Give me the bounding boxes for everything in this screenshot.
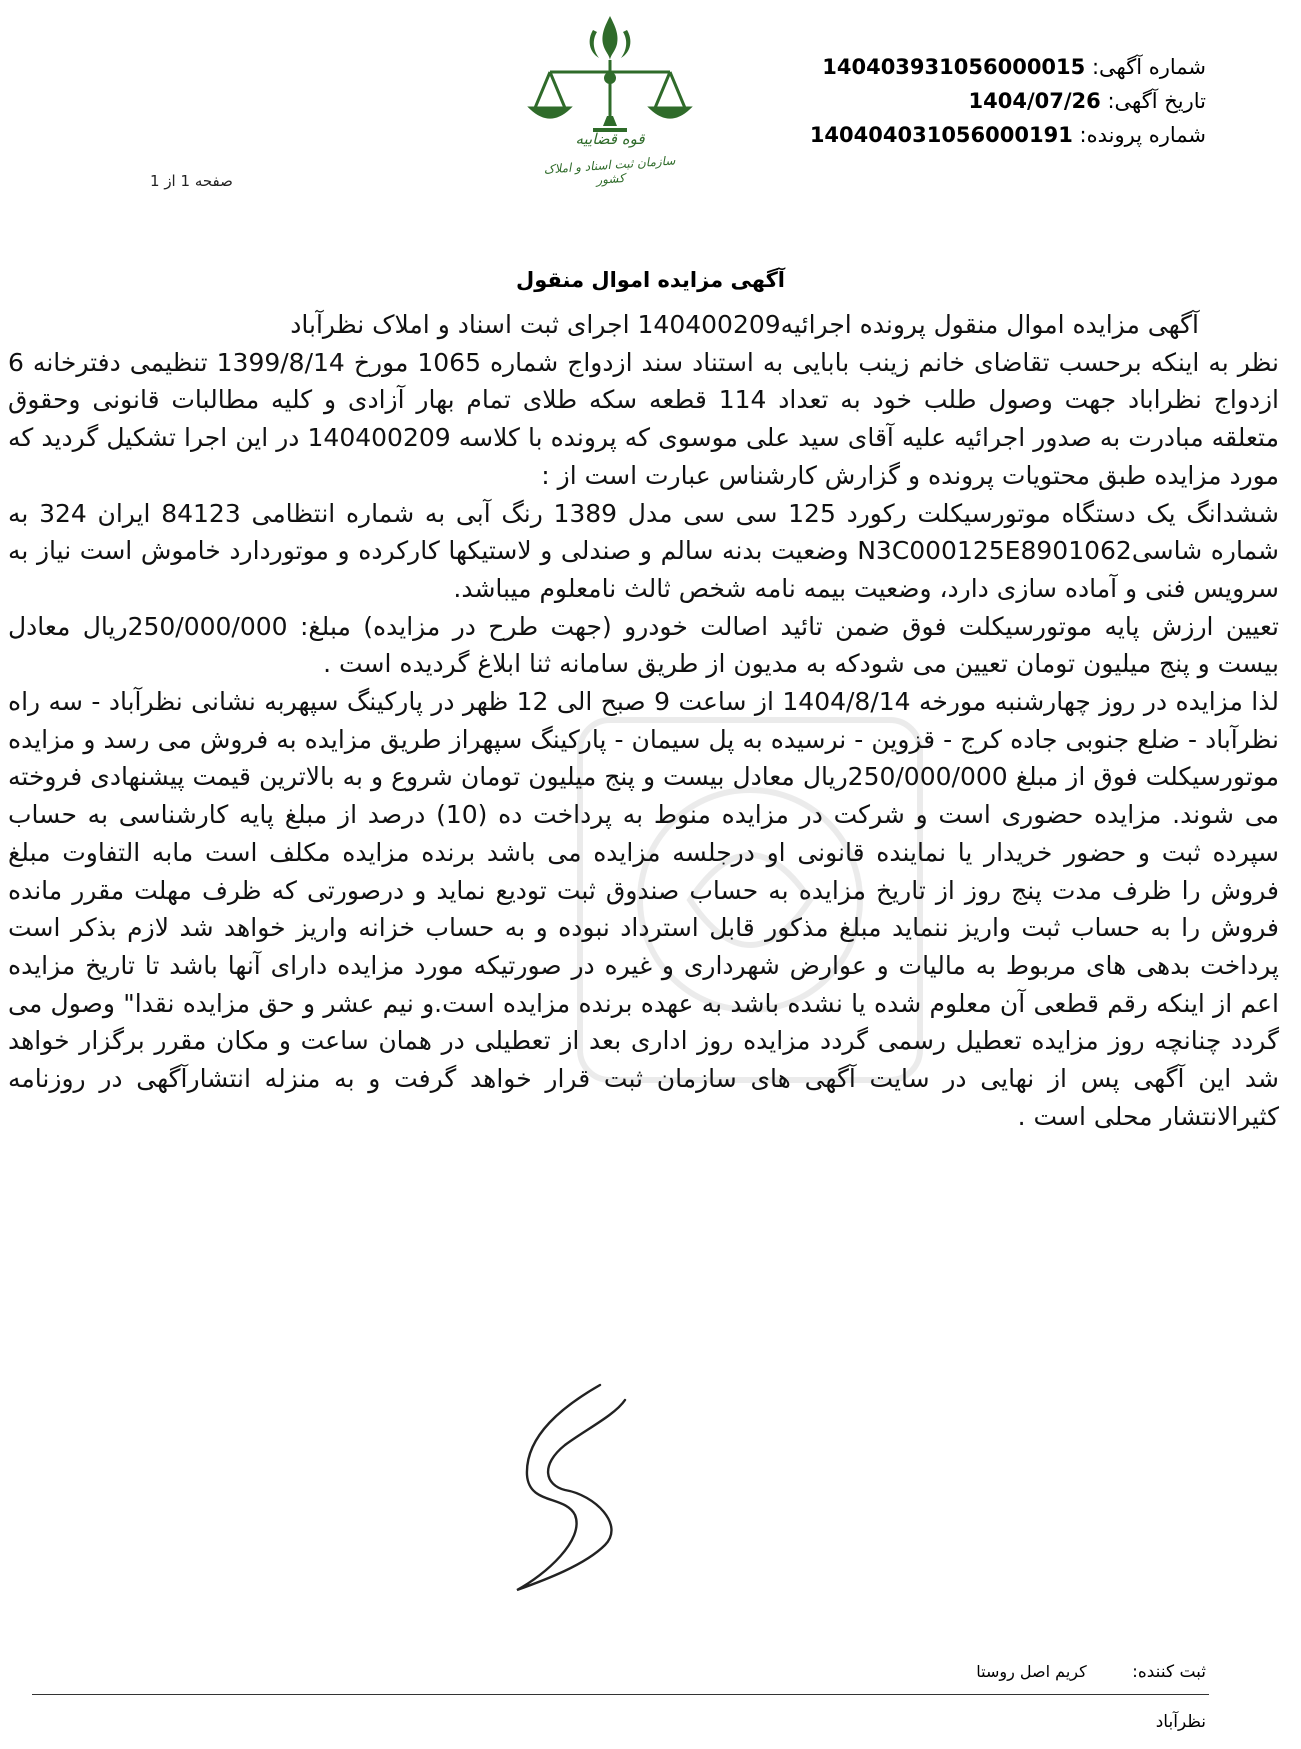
emblem-symbol-icon	[590, 16, 631, 60]
emblem-caption	[530, 130, 690, 186]
body-paragraph: ششدانگ یک دستگاه موتورسیکلت رکورد 125 سی سی مدل 1389 رنگ آبی به شماره انتظامی 84123 ایران 324 به شماره شاسیN3C000125E8901062 وضعیت بدنه سالم و صندلی و لاستیکها کارکرده و موتوردارد خاموش است نیاز به سرویس فنی و آماده سازی دارد، وضعیت بیمه نامه شخص ثالث نامعلوم میباشد.	[8, 498, 1279, 603]
case-number-label: شماره پرونده:	[1079, 123, 1206, 147]
registrar-row	[976, 1662, 1206, 1682]
notice-date-row	[810, 84, 1206, 118]
case-number: 140404031056000191	[809, 123, 1073, 147]
notice-date: 1404/07/26	[968, 89, 1101, 113]
page-number: صفحه 1 از 1	[150, 172, 233, 190]
body-paragraph: نظر به اینکه برحسب تقاضای خانم زینب بابایی به استناد سند ازدواج شماره 1065 مورخ 1399/8/14 تنظیمی دفترخانه 6 ازدواج نظراباد جهت وصول طلب خود به تعداد 114 قطعه سکه طلای تمام بهار آزادی و کلیه مطالبات قانونی وحقوق متعلقه مبادرت به صدور اجرائیه علیه آقای سید علی موسوی که پرونده با کلاسه 140400209 در این اجرا تشکیل گردید که مورد مزایده طبق محتویات پرونده و گزارش کارشناس عبارت است از :	[8, 347, 1280, 490]
case-number-row	[810, 118, 1206, 152]
emblem-org-line2: سازمان ثبت اسناد و املاک کشور	[543, 153, 676, 187]
footer-divider	[32, 1694, 1209, 1695]
body-paragraph: تعیین ارزش پایه موتورسیکلت فوق ضمن تائید اصالت خودرو (جهت طرح در مزایده) مبلغ: 250/000/000ریال معادل بیست و پنج میلیون تومان تعیین می شودکه به مدیون از طریق سامانه ثنا ابلاغ گردیده است .	[8, 611, 1279, 679]
header-info	[810, 50, 1206, 152]
registrar-label: ثبت کننده:	[1132, 1662, 1206, 1682]
body-paragraph: لذا مزایده در روز چهارشنبه مورخه 1404/8/14 از ساعت 9 صبح الی 12 ظهر در پارکینگ سپهربه نشانی نظرآباد - سه راه نظرآباد - ضلع جنوبی جاده کرج - قزوین - نرسیده به پل سیمان - پارکینگ سپهراز طریق مزایده به فروش می رسد و مزایده موتورسیکلت فوق از مبلغ 250/000/000ریال معادل بیست و پنج میلیون تومان شروع و به بالاترین قیمت پیشنهادی فروخته می شوند. مزایده حضوری است و شرکت در مزایده منوط به پرداخت ده (10) درصد از مبلغ پایه کارشناسی به حساب سپرده ثبت و حضور خریدار یا نماینده قانونی او درجلسه مزایده می باشد برنده مزایده مکلف است مابه التفاوت مبلغ فروش را ظرف مدت پنج روز از تاریخ مزایده به حساب صندوق ثبت توديع نمايد و درصورتی که ظرف مهلت مقرر مانده فروش را به حساب ثبت واریز ننماید مبلغ مذکور قابل استرداد نبوده و به حساب خزانه واریز خواهد شد لازم بذکر است پرداخت بدهی های مربوط به مالیات و عوارض شهرداری و غیره در صورتیکه مورد مزایده دارای آنها باشد تا تاریخ مزایده اعم از اینکه رقم قطعی آن معلوم شده یا نشده باشد به عهده برنده مزایده است.و نیم عشر و حق مزایده نقدا" وصول می گردد چنانچه روز مزایده تعطیل رسمی گردد مزایده روز اداری بعد از تعطیلی در همان ساعت و مکان مقرر برگزار خواهد شد این آگهی پس از نهایی در سایت آگهی های سازمان ثبت قرار خواهد گرفت و به منزله انتشارآگهی در روزنامه کثیرالانتشار محلی است .	[8, 687, 1279, 1131]
registrar-name: کریم اصل روستا	[976, 1662, 1087, 1681]
judiciary-emblem	[525, 8, 695, 228]
notice-date-label: تاریخ آگهی:	[1107, 89, 1206, 113]
document-title: آگهی مزایده اموال منقول	[516, 268, 785, 292]
notice-number-label: شماره آگهی:	[1091, 55, 1206, 79]
emblem-org-line1: قوه قضاییه	[575, 130, 645, 148]
body-paragraph: آگهی مزایده اموال منقول پرونده اجرائیه140400209 اجرای ثبت اسناد و املاک نظرآباد	[290, 310, 1199, 339]
signature	[505, 1375, 645, 1605]
notice-number: 140403931056000015	[822, 55, 1086, 79]
footer-city: نظرآباد	[1155, 1712, 1206, 1732]
notice-body	[8, 306, 1279, 1135]
notice-number-row	[810, 50, 1206, 84]
